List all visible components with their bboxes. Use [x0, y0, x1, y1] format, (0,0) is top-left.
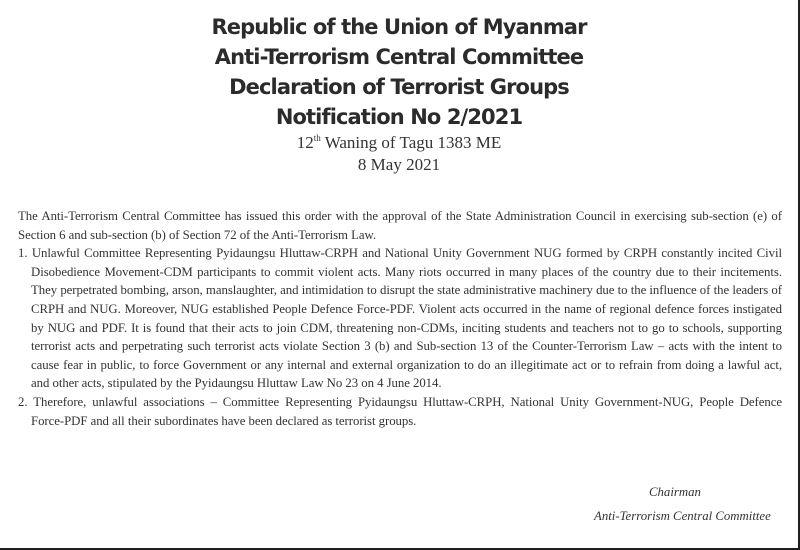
intro-paragraph: The Anti-Terrorism Central Committee has issued this order with the approval of the State Administration Council in exercising sub-section (e) of Section 6 and sub-section (b) of Section 72 of the Anti-Terrorism Law.: [18, 209, 782, 242]
lunar-date-suffix: th: [313, 133, 321, 143]
notification-number: Notification No 2/2021: [275, 105, 523, 129]
signature-organization: Anti-Terrorism Central Committee: [594, 509, 771, 523]
notification-header: [0, 12, 798, 176]
country-title: Republic of the Union of Myanmar: [211, 15, 587, 39]
gregorian-date: 8 May 2021: [357, 155, 441, 174]
committee-title: Anti-Terrorism Central Committee: [214, 45, 584, 69]
notification-body: [18, 207, 782, 430]
lunar-date-day: 12: [296, 133, 314, 152]
declaration-title: Declaration of Terrorist Groups: [229, 75, 569, 99]
item-1-paragraph: 1. Unlawful Committee Representing Pyidaungsu Hluttaw-CRPH and National Unity Government NUG formed by CRPH constantly incited Civil Disobedience Movement-CDM participants to commit violent acts. Many riots occurred in many places of the country due to their incitements. They perpetrated bombing, arson, manslaughter, and intimidation to disrupt the state administrative machinery due to the influence of the leaders of CRPH and NUG. Moreover, NUG established People Defence Force-PDF. Violent acts occurred in the name of regional defence forces instigated by NUG and PDF. It is found that their acts to join CDM, threatening non-CDMs, inciting students and teachers not to go to schools, supporting terrorist acts and perpetrating such terrorist acts violate Section 3 (b) and Sub-section 13 of the Counter-Terrorism Law – acts with the intent to cause fear in public, to force Government or any internal and external organization to do an illegitimate act or to refrain from doing a lawful act, and other acts, stipulated by the Pyidaungsu Hluttaw Law No 23 on 4 June 2014.: [18, 246, 782, 391]
lunar-date: [0, 132, 798, 154]
item-2-paragraph: 2. Therefore, unlawful associations – Committee Representing Pyidaungsu Hluttaw-CRPH, National Unity Government-NUG, People Defence Force-PDF and all their subordinates have been declared as terrorist groups.: [18, 394, 782, 428]
signature-title: Chairman: [649, 485, 701, 499]
lunar-date-rest: Waning of Tagu 1383 ME: [320, 133, 502, 152]
